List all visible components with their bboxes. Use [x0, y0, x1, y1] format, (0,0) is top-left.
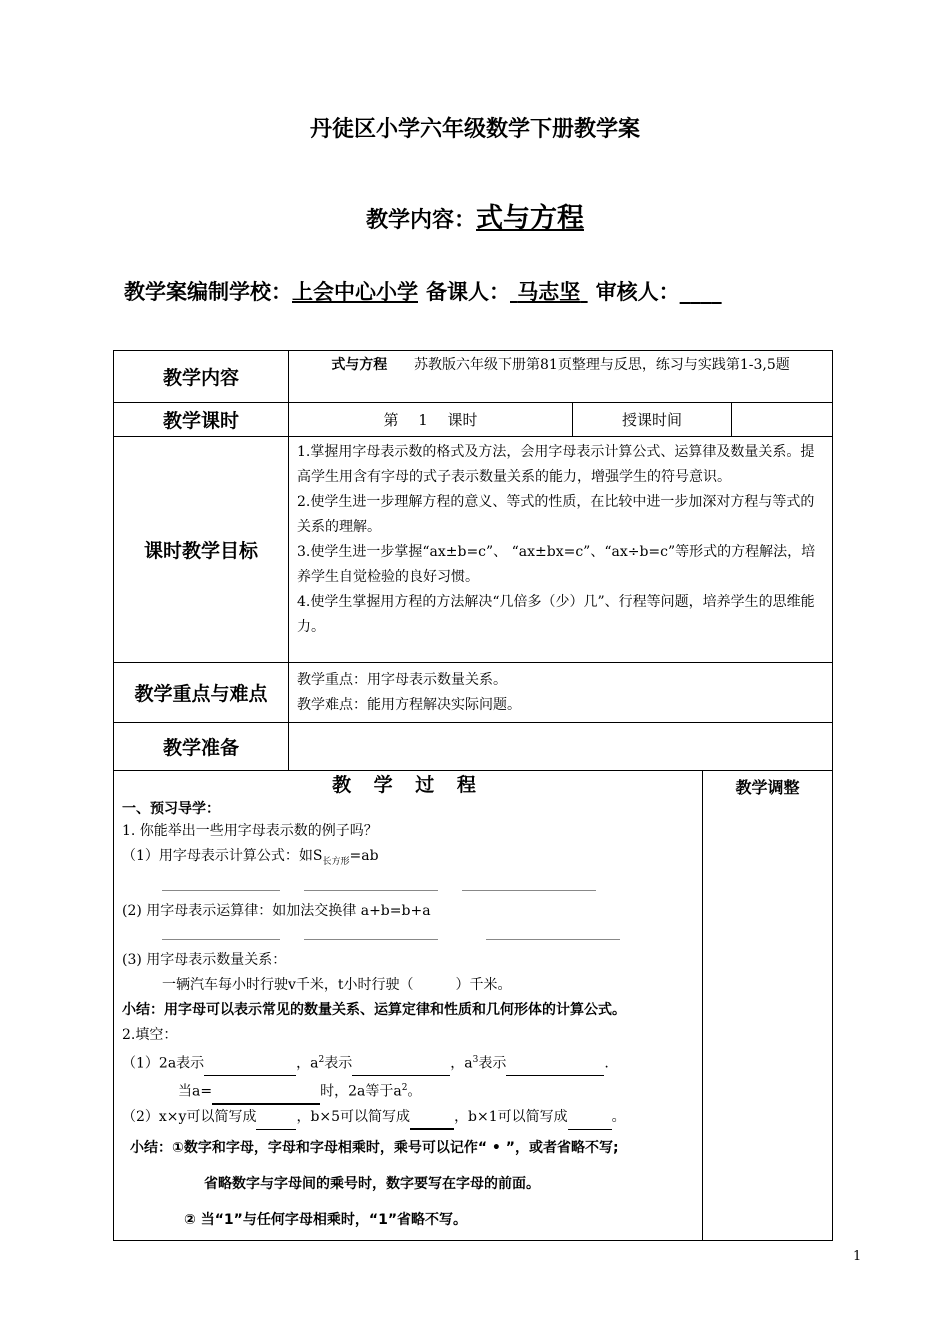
summary-2-line2: 省略数字与字母间的乘号时，数字要写在字母的前面。 — [204, 1176, 540, 1193]
question-1a: （1）用字母表示计算公式：如$S_{长方形}=ab$ — [122, 848, 379, 867]
school-label: 教学案编制学校： — [124, 279, 292, 304]
meta-line — [124, 276, 844, 306]
key-point: 教学重点：用字母表示数量关系。 — [297, 671, 507, 688]
summary-2-line3: ② 当“1”与任何字母相乘时，“1”省略不写。 — [184, 1212, 468, 1229]
school-name: 上会中心小学 — [292, 279, 418, 304]
label-goals: 课时教学目标 — [114, 437, 289, 663]
difficult-point: 教学难点：能用方程解决实际问题。 — [297, 696, 521, 713]
question-1c: (3) 用字母表示数量关系： — [122, 951, 287, 968]
question-2a: （1）2a表示 ，$a^2$表示 ，$a^3$表示 . — [122, 1048, 694, 1077]
row-key-points — [114, 663, 833, 723]
question-2b: （2）x×y可以简写成 ，b×5可以简写成 ，b×1可以简写成 。 — [122, 1105, 694, 1130]
reviewer-label: 审核人： — [595, 279, 680, 304]
label-key-points: 教学重点与难点 — [114, 663, 289, 723]
question-2: 2.填空： — [122, 1026, 178, 1043]
content-heading — [0, 196, 950, 235]
goal-item: 4.使学生掌握用方程的方法解决“几倍多（少）几”、行程等问题，培养学生的思维能力。 — [297, 594, 815, 635]
preparer-name: 马志坚 — [517, 279, 581, 304]
row-content — [114, 351, 833, 403]
question-1b: (2) 用字母表示运算律：如加法交换律 a+b=b+a — [122, 902, 431, 919]
goal-item: 1.掌握用字母表示数的格式及方法，会用字母表示计算公式、运算律及数量关系。提高学生用含有字母的式子表示数量关系的能力，增强学生的符号意识。 — [297, 444, 815, 485]
lesson-plan-table — [113, 350, 833, 1241]
goals-list — [289, 437, 833, 663]
answer-lines-1b — [122, 924, 694, 948]
question-1c-text: 一辆汽车每小时行驶v千米，t小时行驶（ ）千米。 — [162, 976, 512, 993]
content-value: 式与方程 — [476, 203, 584, 234]
content-description — [289, 351, 833, 403]
content-text: 苏教版六年级下册第81页整理与反思，练习与实践第1-3,5题 — [414, 357, 790, 373]
preparer-label: 备课人： — [426, 279, 510, 304]
reviewer-blank: ____ — [679, 279, 722, 304]
summary-1: 小结：用字母可以表示常见的数量关系、运算定律和性质和几何形体的计算公式。 — [122, 1001, 626, 1018]
label-lesson: 教学课时 — [114, 403, 289, 437]
goal-item: 2.使学生进一步理解方程的意义、等式的性质，在比较中进一步加深对方程与等式的关系的理解。 — [297, 494, 815, 535]
label-preparation: 教学准备 — [114, 723, 289, 771]
row-process — [114, 771, 833, 1241]
label-content: 教学内容 — [114, 351, 289, 403]
section-preview: 一、预习导学： — [122, 801, 220, 817]
preparation-value — [289, 723, 833, 771]
goal-item: 3.使学生进一步掌握“ax±b=c”、 “ax±bx=c”、“ax÷b=c”等形式的方程解法，培养学生自觉检验的良好习惯。 — [297, 544, 816, 585]
page-number: 1 — [853, 1249, 862, 1264]
answer-lines-1a — [122, 875, 694, 899]
content-title: 式与方程 — [331, 357, 388, 373]
lesson-number: 第 1 课时 — [289, 403, 573, 437]
row-goals — [114, 437, 833, 663]
row-lesson — [114, 403, 833, 437]
document-title: 丹徒区小学六年级数学下册教学案 — [309, 116, 640, 142]
key-points — [289, 663, 833, 723]
question-2a-cont: 当a= 时，2a等于$a^2$。 — [122, 1076, 694, 1105]
teaching-adjustment: 教学调整 — [703, 771, 833, 1241]
content-label: 教学内容： — [365, 207, 476, 233]
summary-2-line1: 小结：①数字和字母，字母和字母相乘时，乘号可以记作“ • ”，或者省略不写; — [130, 1140, 619, 1157]
teaching-process — [114, 771, 703, 1241]
time-value — [732, 403, 833, 437]
row-preparation — [114, 723, 833, 771]
question-1: 1. 你能举出一些用字母表示数的例子吗？ — [122, 823, 378, 839]
time-label: 授课时间 — [573, 403, 732, 437]
process-heading: 教 学 过 程 — [332, 774, 484, 796]
